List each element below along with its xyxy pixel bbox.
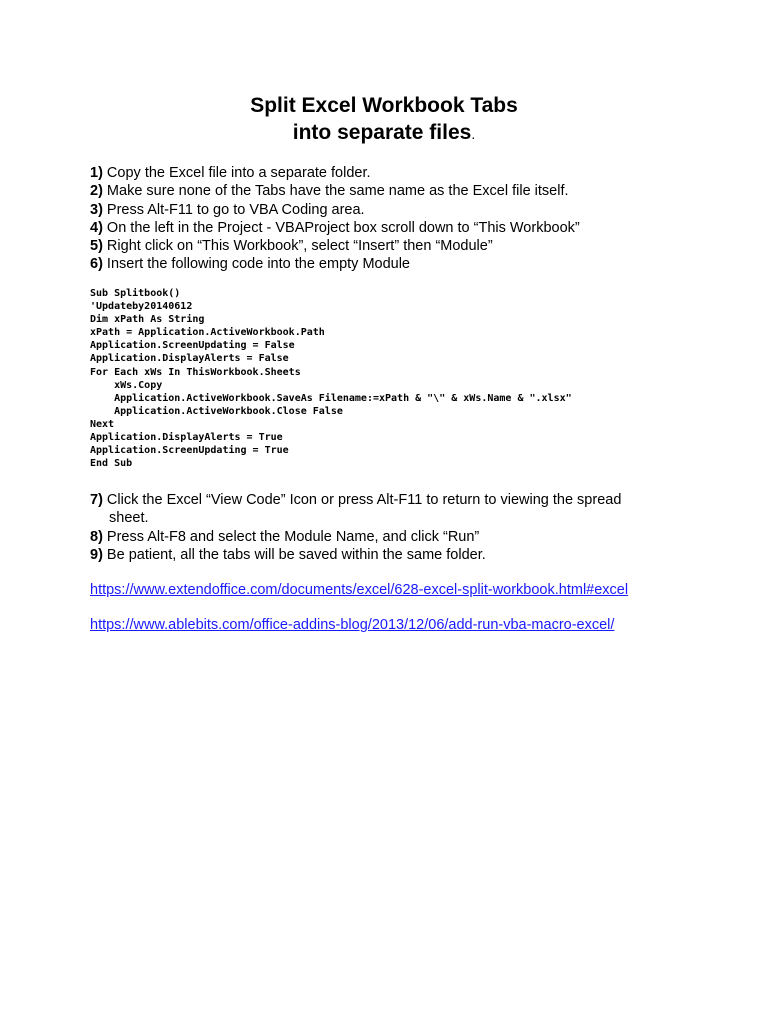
step-number: 3) (90, 201, 103, 218)
code-line: Sub Splitbook() (90, 288, 181, 299)
title-line-1: Split Excel Workbook Tabs (250, 94, 518, 117)
step-number: 7) (90, 492, 103, 508)
code-line: xWs.Copy (90, 379, 163, 391)
title-line-2-text: into separate files (292, 121, 472, 144)
code-line: Next (90, 418, 115, 430)
code-line: Application.ActiveWorkbook.SaveAs Filename:=xPath & "\" & xWs.Name & ".xlsx" (90, 392, 572, 404)
step-5 (90, 237, 710, 255)
step-text: Insert the following code into the empty Module (102, 256, 410, 273)
code-line: Application.ScreenUpdating = False (90, 340, 295, 352)
step-9 (90, 546, 710, 564)
step-number: 9) (90, 546, 103, 563)
step-number: 5) (90, 238, 103, 255)
code-line: Application.DisplayAlerts = True (90, 432, 283, 444)
code-line: Dim xPath As String (90, 314, 205, 326)
step-4 (90, 219, 710, 237)
step-text: Make sure none of the Tabs have the same name as the Excel file itself. (102, 183, 569, 200)
step-text-continued: sheet. (109, 510, 149, 527)
code-line: xPath = Application.ActiveWorkbook.Path (90, 327, 325, 339)
step-number: 1) (90, 165, 103, 181)
step-text: On the left in the Project - VBAProject box scroll down to “This Workbook” (102, 219, 580, 236)
step-text: Press Alt-F8 and select the Module Name, and click “Run” (102, 528, 480, 545)
code-line: Application.DisplayAlerts = False (90, 353, 289, 365)
steps-list-2 (90, 491, 710, 564)
ablebits-link[interactable]: https://www.ablebits.com/office-addins-blog/2013/12/06/add-run-vba-macro-excel/ (90, 617, 615, 633)
vba-code-block (90, 287, 572, 470)
step-text: Right click on “This Workbook”, select “Insert” then “Module” (102, 238, 493, 255)
step-text: Click the Excel “View Code” Icon or press Alt-F11 to return to viewing the spread (102, 492, 622, 508)
steps-list-1 (90, 164, 710, 274)
step-text: Press Alt-F11 to go to VBA Coding area. (102, 201, 365, 218)
code-line: Application.ScreenUpdating = True (90, 445, 289, 457)
step-6 (90, 255, 710, 273)
step-number: 2) (90, 183, 103, 200)
step-3 (90, 201, 710, 219)
step-text: Copy the Excel file into a separate folder. (102, 165, 371, 181)
step-8 (90, 528, 710, 546)
code-line: For Each xWs In ThisWorkbook.Sheets (90, 366, 301, 378)
step-7 (90, 491, 710, 528)
step-number: 8) (90, 528, 103, 545)
step-number: 4) (90, 219, 103, 236)
title-line-2 (0, 119, 768, 148)
title-period: . (471, 126, 476, 142)
code-line: End Sub (90, 458, 133, 470)
step-text: Be patient, all the tabs will be saved within the same folder. (102, 546, 486, 563)
step-2 (90, 182, 710, 200)
code-line: 'Updateby20140612 (90, 301, 193, 313)
extendoffice-link[interactable]: https://www.extendoffice.com/documents/excel/628-excel-split-workbook.html#excel (90, 582, 629, 598)
step-1 (90, 164, 710, 182)
document-title (0, 92, 768, 148)
code-line: Application.ActiveWorkbook.Close False (90, 405, 343, 417)
step-number: 6) (90, 256, 103, 273)
